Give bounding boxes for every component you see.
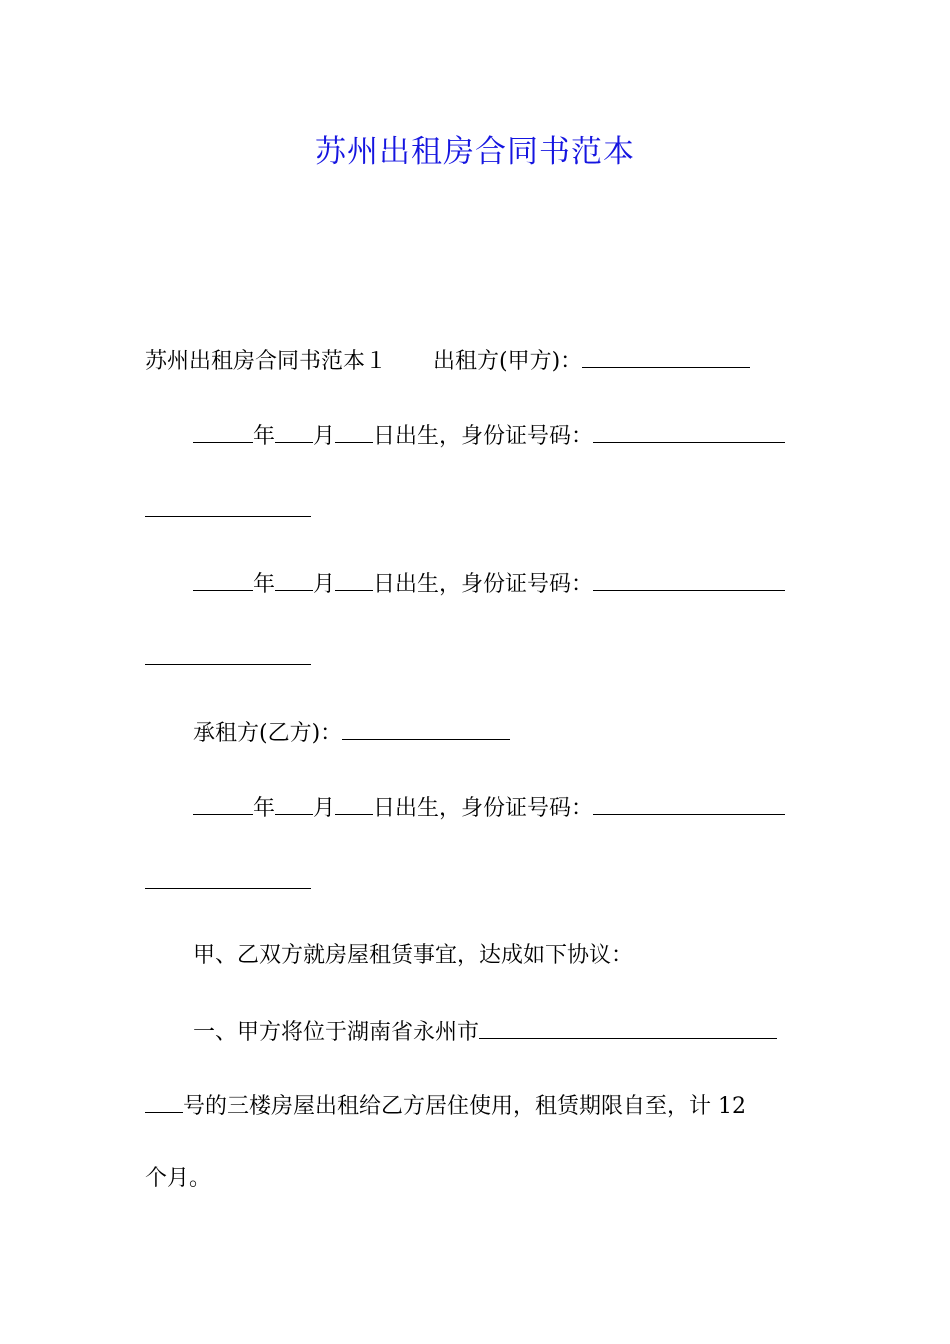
contract-heading: 苏州出租房合同书范本１ [145, 349, 388, 374]
intro-line [145, 340, 807, 382]
year-blank [193, 415, 253, 443]
year-blank [193, 787, 253, 815]
lessor-birth-line-1: 年 月 日出生，身份证号码： [193, 415, 807, 457]
id-number-blank [593, 563, 785, 591]
month-blank [275, 563, 313, 591]
id-number-blank [593, 415, 785, 443]
lessee-label: 承租方(乙方)： [193, 721, 343, 746]
address-blank [479, 1011, 777, 1039]
lessee-line [193, 712, 807, 754]
lessee-birth-line: 年 月 日出生，身份证号码： [193, 787, 807, 829]
lessor-birth-line-2: 年 月 日出生，身份证号码： [193, 563, 807, 605]
month-blank [275, 787, 313, 815]
clause-1-line-3: 个月。 [145, 1166, 212, 1191]
year-blank [193, 563, 253, 591]
clause-1-line-2: 号的三楼房屋出租给乙方居住使用，租赁期限自至，计 12 [145, 1085, 807, 1127]
month-blank [275, 415, 313, 443]
lessee-name-blank [342, 712, 510, 740]
id-number-continuation [145, 861, 807, 903]
lessor-label: 出租方(甲方)： [433, 349, 583, 374]
agreement-intro: 甲、乙双方就房屋租赁事宜，达成如下协议： [193, 943, 634, 968]
house-number-blank [145, 1085, 183, 1113]
day-blank [335, 787, 373, 815]
id-number-continuation [145, 489, 807, 531]
clause-1-line-1: 一、甲方将位于湖南省永州市 [193, 1011, 807, 1053]
day-blank [335, 415, 373, 443]
id-number-blank [593, 787, 785, 815]
document-title: 苏州出租房合同书范本 [315, 134, 635, 170]
day-blank [335, 563, 373, 591]
id-number-continuation [145, 637, 807, 679]
lessor-name-blank [582, 340, 750, 368]
